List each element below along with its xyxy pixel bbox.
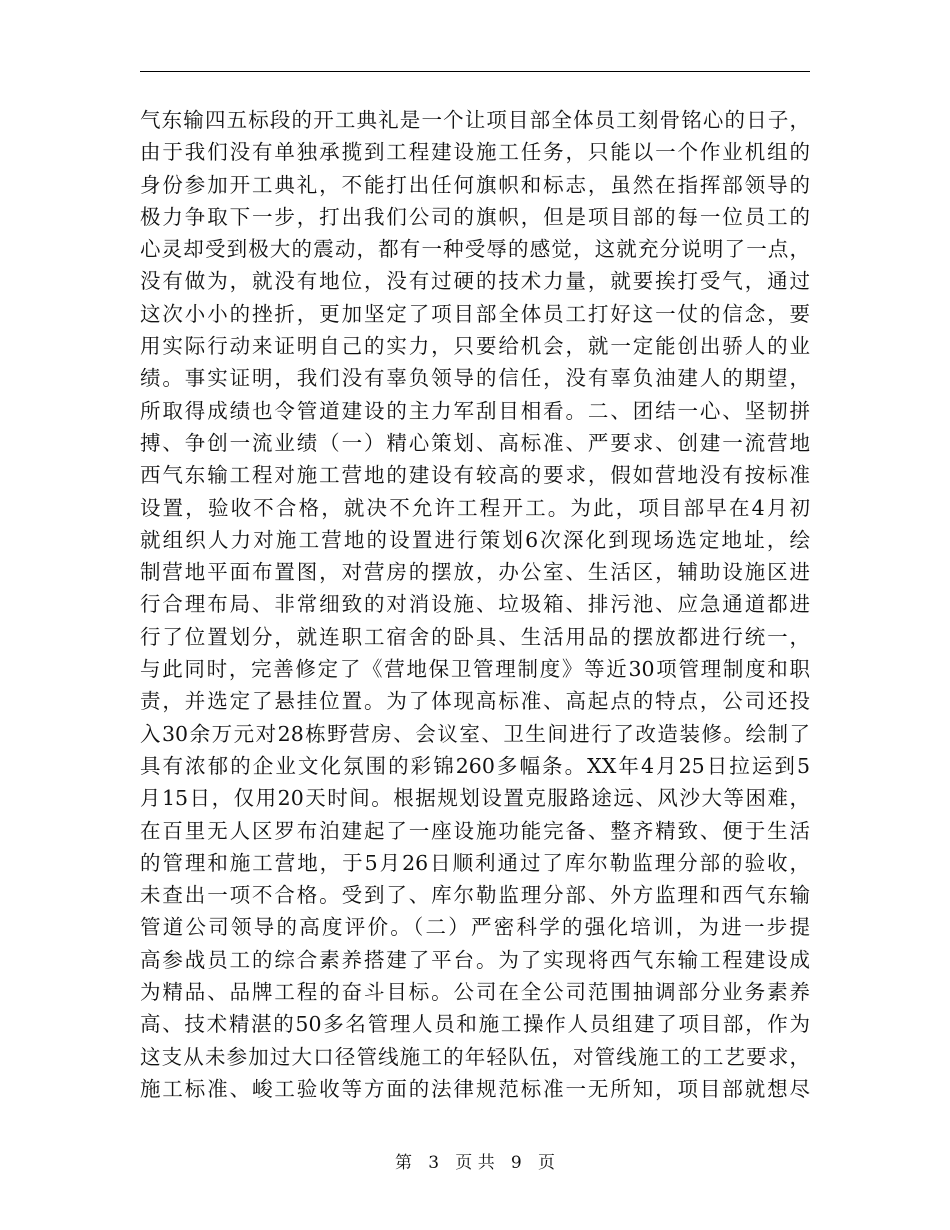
body-text-line: 极力争取下一步，打出我们公司的旗帜，但是项目部的每一位员工的	[140, 204, 810, 229]
body-text-line: 高参战员工的综合素养搭建了平台。为了实现将西气东输工程建设成	[140, 947, 810, 972]
body-text-line: 这支从未参加过大口径管线施工的年轻队伍，对管线施工的工艺要求，	[140, 1044, 810, 1069]
body-text-line: 与此同时，完善修定了《营地保卫管理制度》等近30项管理制度和职	[140, 657, 810, 682]
body-text-line: 行合理布局、非常细致的对消设施、垃圾箱、排污池、应急通道都进	[140, 592, 810, 617]
body-text-line: 就组织人力对施工营地的设置进行策划6次深化到现场选定地址，绘	[140, 527, 810, 552]
total-pages-number: 9	[510, 1153, 522, 1173]
body-text-line: 心灵却受到极大的震动，都有一种受辱的感觉，这就充分说明了一点，	[140, 237, 810, 262]
body-text-line: 未查出一项不合格。受到了、库尔勒监理分部、外方监理和西气东输	[140, 883, 810, 908]
footer-prefix: 第	[395, 1153, 413, 1173]
body-text-line: 具有浓郁的企业文化氛围的彩锦260多幅条。XX年4月25日拉运到5	[140, 753, 810, 778]
body-text-line: 用实际行动来证明自己的实力，只要给机会，就一定能创出骄人的业	[140, 334, 810, 359]
body-text-line: 气东输四五标段的开工典礼是一个让项目部全体员工刻骨铭心的日子，	[140, 108, 810, 132]
body-text-line: 设置，验收不合格，就决不允许工程开工。为此，项目部早在4月初	[140, 495, 810, 520]
body-text-line: 西气东输工程对施工营地的建设有较高的要求，假如营地没有按标准	[140, 463, 810, 488]
body-text-line: 这次小小的挫折，更加坚定了项目部全体员工打好这一仗的信念，要	[140, 301, 810, 326]
body-text-line: 行了位置划分，就连职工宿舍的卧具、生活用品的摆放都进行统一，	[140, 624, 810, 649]
body-text-line: 入30余万元对28栋野营房、会议室、卫生间进行了改造装修。绘制了	[140, 721, 810, 746]
header-rule	[140, 71, 810, 72]
body-text-line: 管道公司领导的高度评价。（二）严密科学的强化培训，为进一步提	[140, 915, 810, 940]
page-footer	[0, 1152, 950, 1174]
body-text-line: 在百里无人区罗布泊建起了一座设施功能完备、整齐精致、便于生活	[140, 818, 810, 843]
body-text-line: 为精品、品牌工程的奋斗目标。公司在全公司范围抽调部分业务素养	[140, 980, 810, 1005]
body-text-line: 没有做为，就没有地位，没有过硬的技术力量，就要挨打受气，通过	[140, 269, 810, 294]
body-text-line: 所取得成绩也令管道建设的主力军刮目相看。二、团结一心、坚韧拼	[140, 398, 810, 423]
body-text-line: 由于我们没有单独承揽到工程建设施工任务，只能以一个作业机组的	[140, 140, 810, 165]
document-body	[140, 104, 810, 1105]
footer-suffix: 页	[537, 1153, 555, 1173]
body-text-line: 施工标准、峻工验收等方面的法律规范标准一无所知，项目部就想尽	[140, 1076, 810, 1101]
body-text-line: 搏、争创一流业绩（一）精心策划、高标准、严要求、创建一流营地	[140, 430, 810, 455]
current-page-number: 3	[428, 1153, 440, 1173]
body-text-line: 月15日，仅用20天时间。根据规划设置克服路途远、风沙大等困难，	[140, 786, 810, 811]
footer-middle: 页 共	[455, 1153, 495, 1173]
body-text-line: 绩。事实证明，我们没有辜负领导的信任，没有辜负油建人的期望，	[140, 366, 810, 391]
body-text-line: 高、技术精湛的50多名管理人员和施工操作人员组建了项目部，作为	[140, 1012, 810, 1037]
body-text-line: 责，并选定了悬挂位置。为了体现高标准、高起点的特点，公司还投	[140, 689, 810, 714]
body-text-line: 制营地平面布置图，对营房的摆放，办公室、生活区，辅助设施区进	[140, 560, 810, 585]
body-text-line: 的管理和施工营地，于5月26日顺利通过了库尔勒监理分部的验收，	[140, 850, 810, 875]
body-text-line: 身份参加开工典礼，不能打出任何旗帜和标志，虽然在指挥部领导的	[140, 172, 810, 197]
